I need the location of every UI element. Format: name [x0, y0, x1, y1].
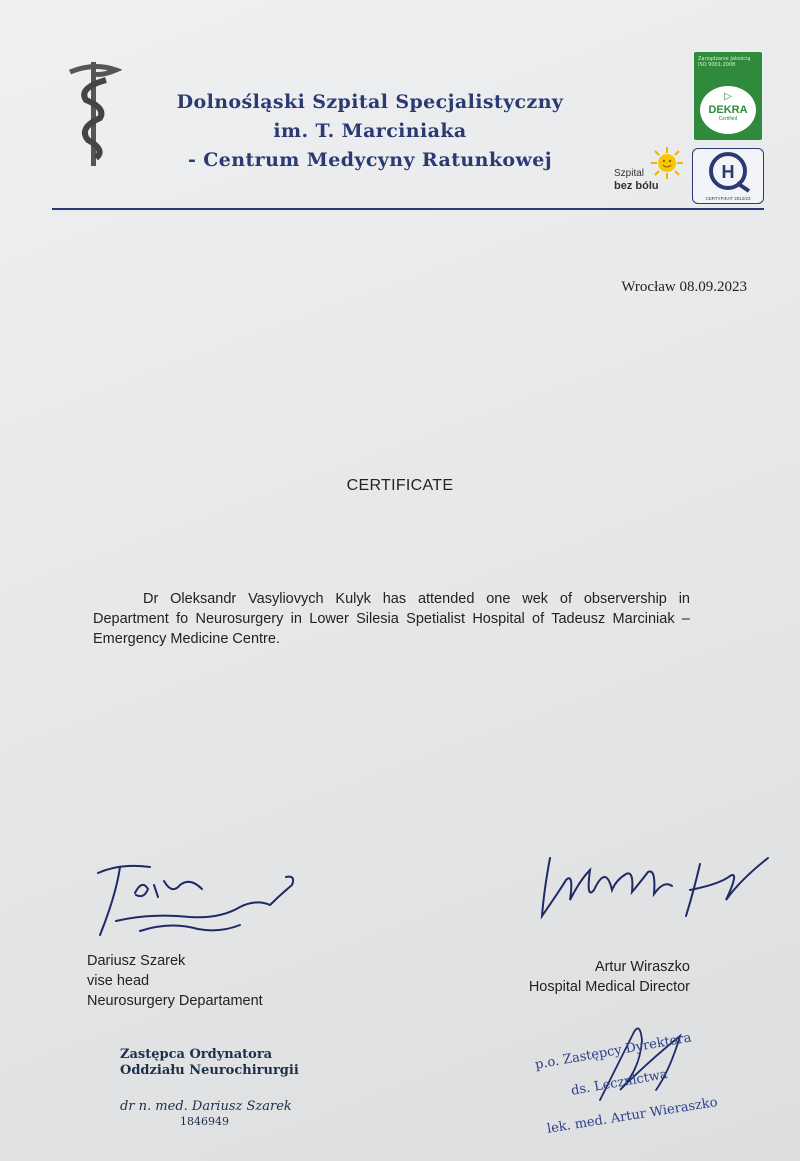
document-title: CERTIFICATE: [346, 477, 454, 494]
hq-logo-icon: [693, 151, 763, 195]
hospital-name-line-3: - Centrum Medycyny Ratunkowej: [187, 149, 553, 171]
signatory-left-name: Dariusz Szarek: [87, 953, 186, 969]
dekra-certified: Certified: [718, 116, 738, 122]
svg-text:H: H: [721, 162, 735, 182]
hospital-name: [130, 88, 610, 175]
stamp-left-line-4: 1846949: [180, 1115, 229, 1128]
stamp-right-line-1: p.o. Zastępcy Dyrektora: [534, 1030, 693, 1073]
signature-artur-wiraszko: [530, 850, 780, 930]
signature-dariusz-szarek: [80, 855, 310, 945]
dekra-brand: DEKRA: [708, 104, 748, 116]
dekra-triangle-icon: ▷: [724, 91, 732, 102]
header-divider: [52, 208, 764, 210]
stamp-right-line-2: ds. Lecznictwa: [570, 1067, 669, 1099]
signatory-right-name: Artur Wiraszko: [594, 959, 690, 975]
dekra-certification-badge: [694, 52, 762, 140]
signatory-right-role: Hospital Medical Director: [528, 979, 690, 995]
signatory-left-department: Neurosurgery Departament: [87, 993, 263, 1009]
dekra-circle: [700, 86, 756, 134]
hospital-name-line-2: im. T. Marciniaka: [273, 120, 467, 142]
stamp-right: [530, 1030, 750, 1150]
hq-label: CERTYFIKAT 2012/23: [705, 196, 751, 201]
bez-bolu-label: bez bólu: [614, 180, 659, 192]
sun-icon: [650, 146, 684, 180]
stamp-right-line-3: lek. med. Artur Wieraszko: [546, 1095, 719, 1137]
stamp-left-line-1: Zastępca Ordynatora: [120, 1047, 273, 1062]
hq-certificate-badge: [692, 148, 764, 204]
stamp-left-line-3: dr n. med. Dariusz Szarek: [120, 1099, 292, 1114]
stamp-left: [120, 1046, 299, 1128]
signatory-left-role: vise head: [87, 973, 150, 989]
signatory-left: [87, 951, 263, 1011]
dekra-iso-text: Zarządzanie Jakością ISO 9001:2008: [698, 56, 751, 68]
szpital-bez-bolu-logo: [612, 146, 684, 196]
document-date: Wrocław 08.09.2023: [621, 279, 747, 295]
szpital-label: Szpital: [614, 168, 645, 179]
signatory-right: [490, 957, 690, 997]
hospital-name-line-1: Dolnośląski Szpital Specjalistyczny: [176, 91, 564, 113]
rod-of-asclepius-icon: [66, 58, 122, 170]
certificate-body: Dr Oleksandr Vasyliovych Kulyk has attended one wek of observership in Department fo Neurosurgery in Lower Silesia Spetialist Hospital of Tadeusz Marciniak – Emergency Medicine Centre.: [93, 591, 690, 647]
stamp-left-line-2: Oddziału Neurochirurgii: [120, 1063, 299, 1078]
